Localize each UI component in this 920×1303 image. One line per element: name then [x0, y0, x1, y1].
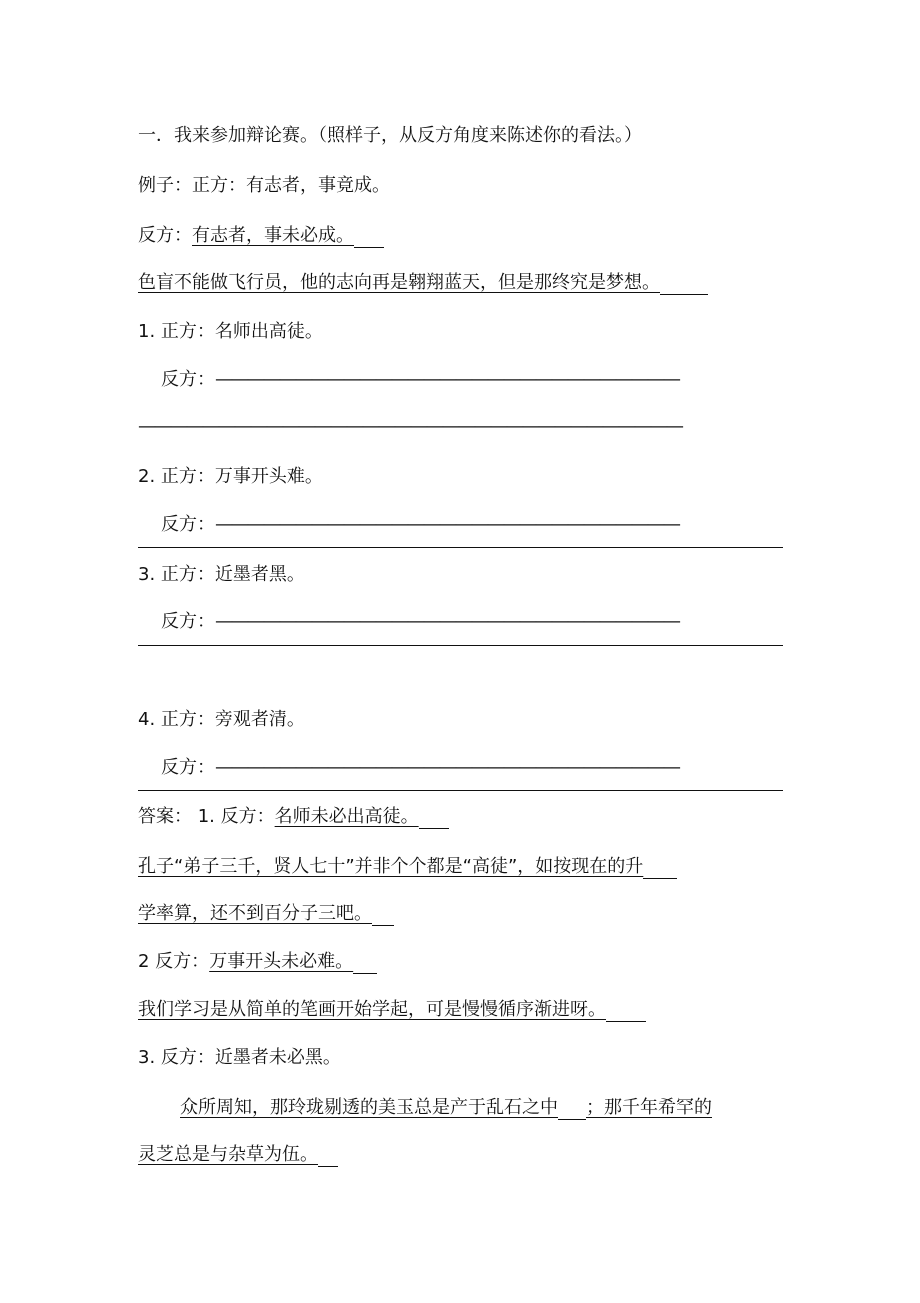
question-3-fan: 反方：—————————————————————————————	[161, 611, 679, 632]
answer-2: 2 反方：万事开头未必难。	[138, 950, 377, 974]
question-4-zheng: 4. 正方：旁观者清。	[138, 709, 305, 730]
question-4-rule[interactable]	[138, 790, 783, 791]
question-1-fan: 反方：—————————————————————————————	[161, 369, 679, 390]
answer-1: 答案： 1. 反方：名师未必出高徒。	[138, 805, 449, 829]
answer-blank[interactable]: —————————————————————————————	[215, 757, 679, 778]
answer-3-reason-line2: 灵芝总是与杂草为伍。	[138, 1143, 338, 1167]
question-1-zheng: 1. 正方：名师出高徒。	[138, 321, 323, 342]
question-2-fan: 反方：—————————————————————————————	[161, 514, 679, 535]
answer-3: 3. 反方：近墨者未必黑。	[138, 1047, 341, 1068]
example-fan-text: 有志者，事未必成。	[192, 225, 354, 246]
question-4-fan: 反方：—————————————————————————————	[161, 757, 679, 778]
example-fan	[138, 224, 384, 248]
answer-3-reason-line1: 众所周知，那玲珑剔透的美玉总是产于乱石之中 ；那千年希罕的	[180, 1097, 712, 1118]
answer-blank[interactable]: —————————————————————————————	[215, 514, 679, 535]
answer-blank[interactable]: —————————————————————————————	[215, 369, 679, 390]
example-fan-label: 反方：	[138, 225, 192, 246]
question-3-rule[interactable]	[138, 645, 783, 646]
question-1-blank-line[interactable]: ——————————————————————————————————	[138, 416, 682, 437]
instruction-title: 一．我来参加辩论赛。（照样子，从反方角度来陈述你的看法。）	[138, 125, 642, 146]
answer-1-reason-line2: 学率算，还不到百分子三吧。	[138, 902, 394, 926]
question-2-rule[interactable]	[138, 547, 783, 548]
answer-2-reason: 我们学习是从简单的笔画开始学起，可是慢慢循序渐进呀。	[138, 998, 646, 1022]
example-zheng: 例子：正方：有志者，事竟成。	[138, 175, 390, 196]
answer-blank[interactable]: —————————————————————————————	[215, 611, 679, 632]
question-3-zheng: 3. 正方：近墨者黑。	[138, 564, 305, 585]
question-2-zheng: 2. 正方：万事开头难。	[138, 466, 323, 487]
answer-1-reason-line1: 孔子“弟子三千，贤人七十”并非个个都是“高徒”，如按现在的升	[138, 855, 677, 879]
example-reason: 色盲不能做飞行员，他的志向再是翱翔蓝天，但是那终究是梦想。	[138, 271, 708, 295]
